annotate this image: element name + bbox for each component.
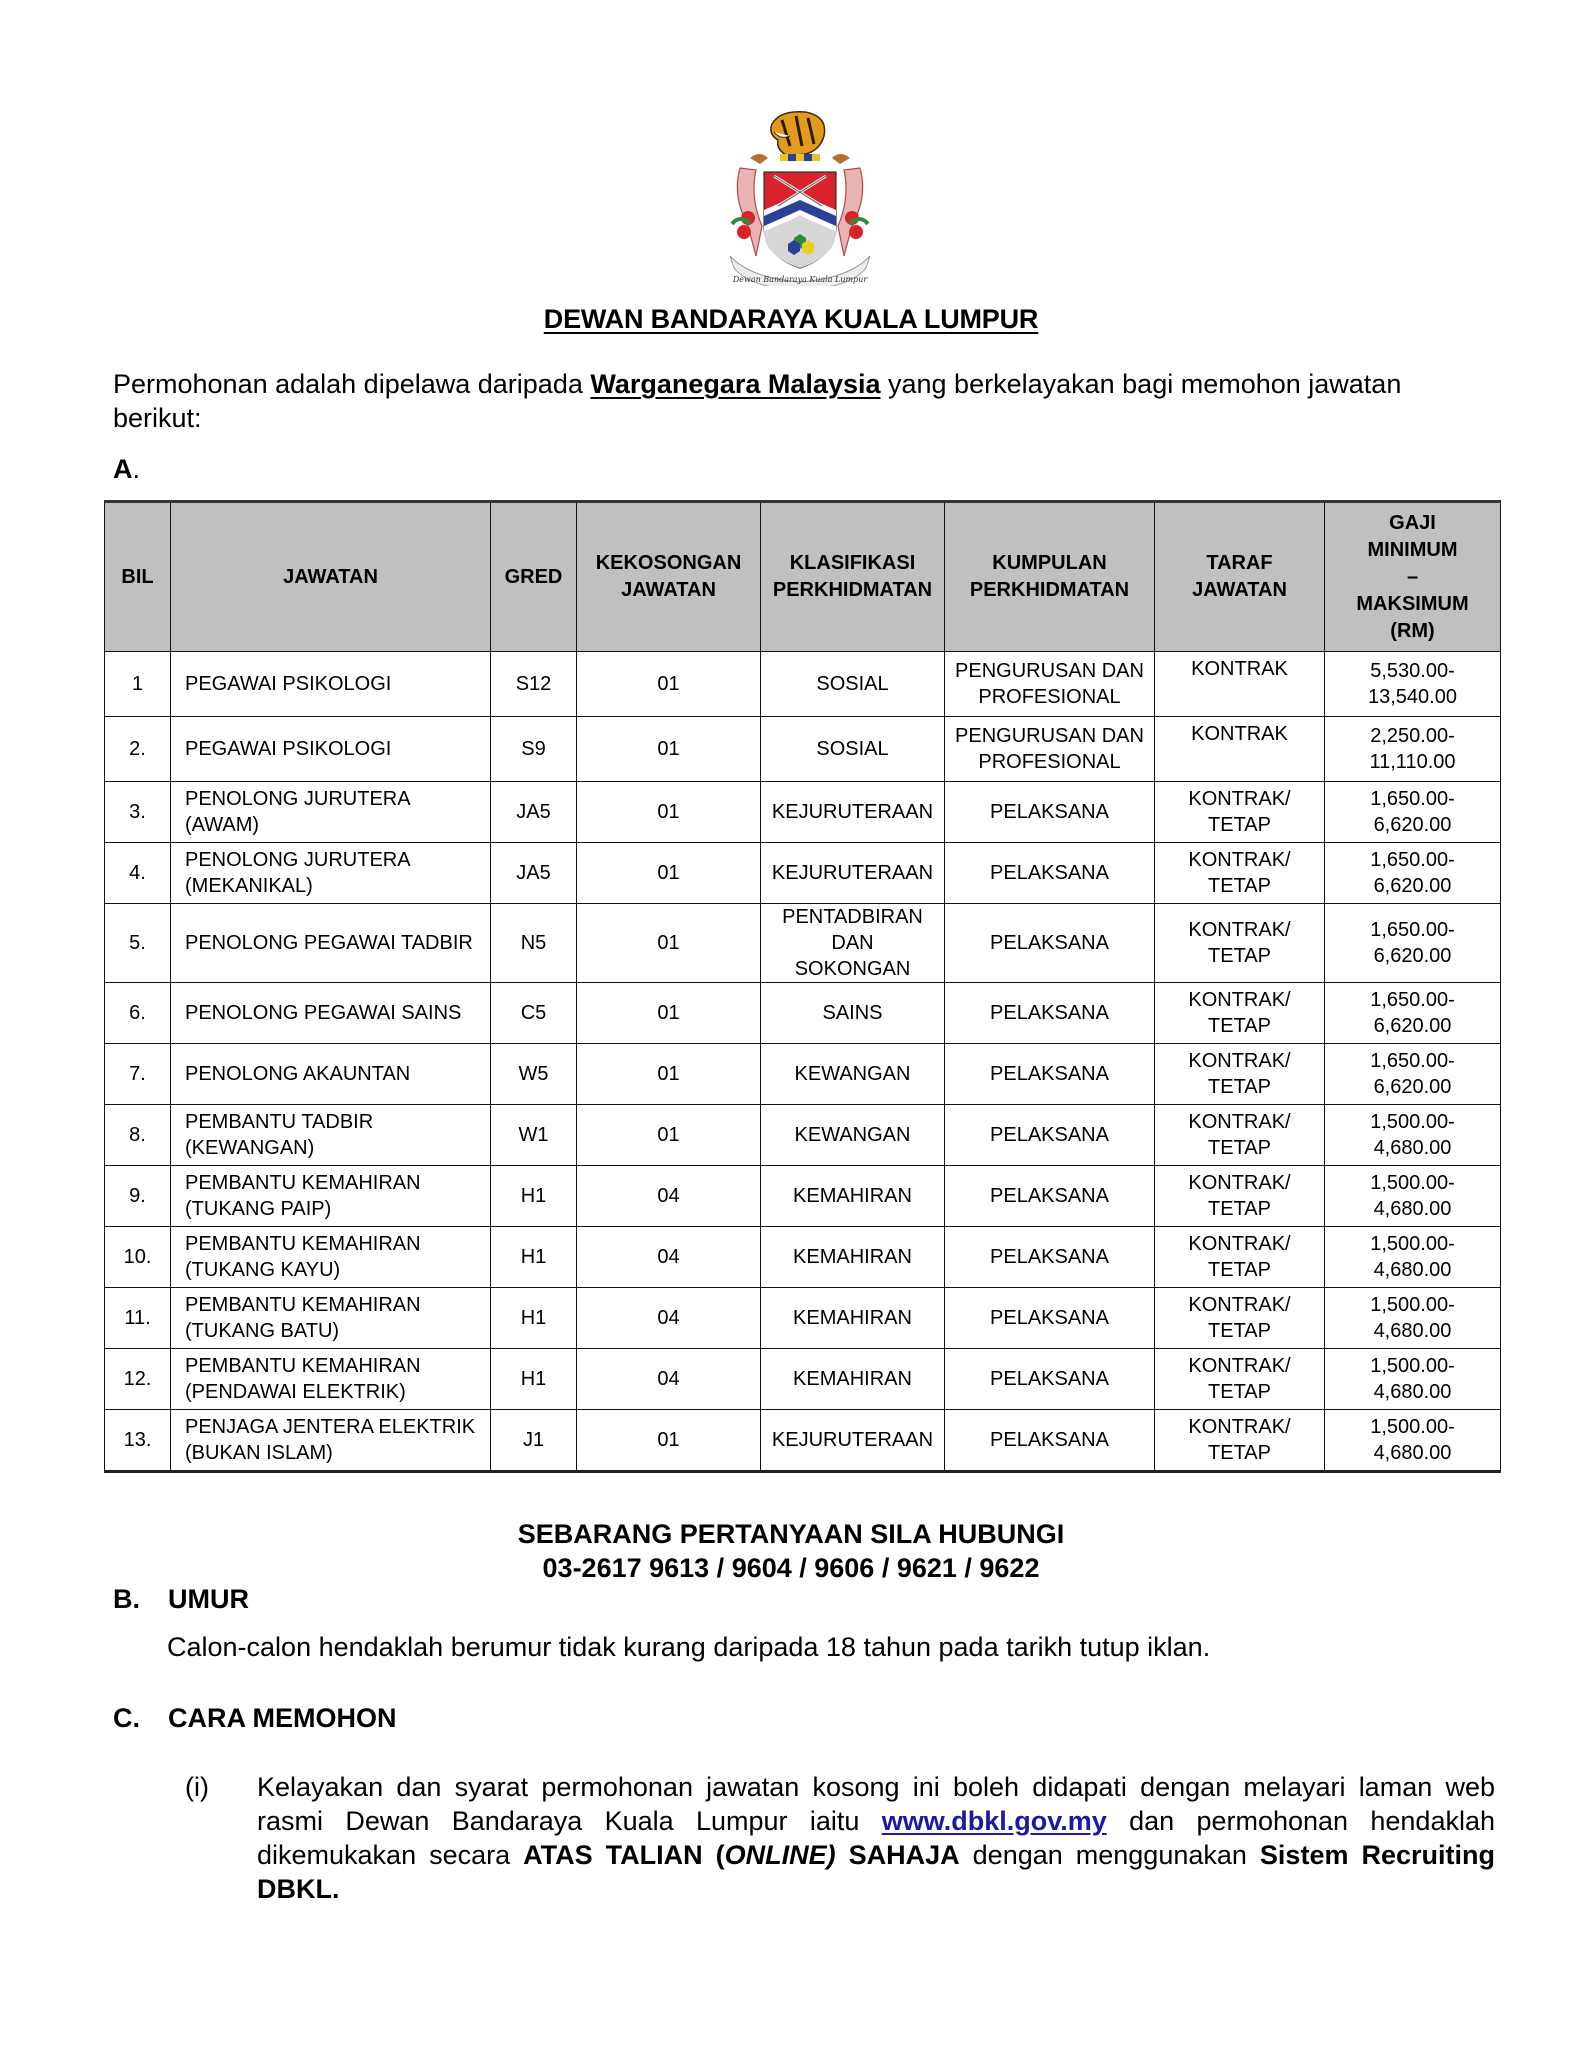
cell-jawatan: PENOLONG PEGAWAI TADBIR <box>171 904 491 983</box>
cell-gred: H1 <box>491 1288 577 1349</box>
cell-kekosongan: 01 <box>577 782 761 843</box>
item-number: (i) <box>185 1772 209 1802</box>
cell-gred: W1 <box>491 1105 577 1166</box>
cell-jawatan: PENJAGA JENTERA ELEKTRIK (BUKAN ISLAM) <box>171 1410 491 1472</box>
cell-bil: 13. <box>105 1410 171 1472</box>
cell-kekosongan: 01 <box>577 983 761 1044</box>
cell-klasifikasi: KEWANGAN <box>761 1044 945 1105</box>
cell-klasifikasi: KEMAHIRAN <box>761 1227 945 1288</box>
age-requirement-text: Calon-calon hendaklah berumur tidak kurang daripada 18 tahun pada tarikh tutup iklan. <box>167 1632 1211 1662</box>
cell-taraf: KONTRAK/ TETAP <box>1155 782 1325 843</box>
cell-gaji: 1,500.00- 4,680.00 <box>1325 1410 1501 1472</box>
table-row <box>105 782 1501 843</box>
cell-gred: C5 <box>491 983 577 1044</box>
cell-kumpulan: PELAKSANA <box>945 1349 1155 1410</box>
dbkl-website-link[interactable]: www.dbkl.gov.my <box>881 1806 1107 1836</box>
cell-kekosongan: 04 <box>577 1227 761 1288</box>
cell-gaji: 1,650.00- 6,620.00 <box>1325 904 1501 983</box>
page-title: DEWAN BANDARAYA KUALA LUMPUR <box>543 304 1039 334</box>
cell-kekosongan: 01 <box>577 1410 761 1472</box>
cell-bil: 10. <box>105 1227 171 1288</box>
section-a-label: A. <box>113 454 141 484</box>
cell-jawatan: PENOLONG AKAUNTAN <box>171 1044 491 1105</box>
cell-jawatan: PENOLONG PEGAWAI SAINS <box>171 983 491 1044</box>
cell-jawatan: PEMBANTU KEMAHIRAN (TUKANG KAYU) <box>171 1227 491 1288</box>
cell-taraf: KONTRAK <box>1155 717 1325 782</box>
header-kumpulan: KUMPULAN PERKHIDMATAN <box>945 502 1155 652</box>
contact-heading: SEBARANG PERTANYAAN SILA HUBUNGI <box>517 1519 1065 1549</box>
table-row <box>105 843 1501 904</box>
table-row <box>105 904 1501 983</box>
table-row <box>105 652 1501 717</box>
cell-kumpulan: PENGURUSAN DAN PROFESIONAL <box>945 717 1155 782</box>
cell-klasifikasi: SOSIAL <box>761 717 945 782</box>
cell-taraf: KONTRAK/ TETAP <box>1155 1227 1325 1288</box>
cell-taraf: KONTRAK/ TETAP <box>1155 843 1325 904</box>
cell-bil: 9. <box>105 1166 171 1227</box>
cell-jawatan: PEGAWAI PSIKOLOGI <box>171 652 491 717</box>
cell-kekosongan: 01 <box>577 1105 761 1166</box>
intro-emphasis: Warganegara Malaysia <box>590 369 881 399</box>
cell-gaji: 1,500.00- 4,680.00 <box>1325 1105 1501 1166</box>
cell-kekosongan: 01 <box>577 843 761 904</box>
intro-paragraph <box>113 367 1493 435</box>
cell-gred: S9 <box>491 717 577 782</box>
cell-taraf: KONTRAK/ TETAP <box>1155 983 1325 1044</box>
cell-gred: W5 <box>491 1044 577 1105</box>
cell-taraf: KONTRAK <box>1155 652 1325 717</box>
cell-klasifikasi: KEMAHIRAN <box>761 1166 945 1227</box>
cell-gaji: 2,250.00- 11,110.00 <box>1325 717 1501 782</box>
cell-kekosongan: 04 <box>577 1166 761 1227</box>
cell-bil: 4. <box>105 843 171 904</box>
cell-klasifikasi: KEJURUTERAAN <box>761 843 945 904</box>
cell-kekosongan: 01 <box>577 1044 761 1105</box>
cell-bil: 2. <box>105 717 171 782</box>
cell-gred: JA5 <box>491 782 577 843</box>
cell-gaji: 1,500.00- 4,680.00 <box>1325 1166 1501 1227</box>
cell-jawatan: PEMBANTU KEMAHIRAN (PENDAWAI ELEKTRIK) <box>171 1349 491 1410</box>
dbkl-coat-of-arms-icon <box>710 106 890 286</box>
cell-kumpulan: PENGURUSAN DAN PROFESIONAL <box>945 652 1155 717</box>
cell-kekosongan: 04 <box>577 1288 761 1349</box>
cell-bil: 1 <box>105 652 171 717</box>
table-row <box>105 717 1501 782</box>
cell-klasifikasi: KEWANGAN <box>761 1105 945 1166</box>
cell-klasifikasi: KEMAHIRAN <box>761 1349 945 1410</box>
cell-kumpulan: PELAKSANA <box>945 983 1155 1044</box>
cell-kekosongan: 04 <box>577 1349 761 1410</box>
header-gred: GRED <box>491 502 577 652</box>
cell-gred: JA5 <box>491 843 577 904</box>
contact-phone: 03-2617 9613 / 9604 / 9606 / 9621 / 9622 <box>542 1553 1040 1583</box>
cell-gred: N5 <box>491 904 577 983</box>
cell-taraf: KONTRAK/ TETAP <box>1155 1166 1325 1227</box>
vacancy-table <box>104 500 1501 1473</box>
intro-text-before: Permohonan adalah dipelawa daripada <box>113 369 591 399</box>
cell-gaji: 1,500.00- 4,680.00 <box>1325 1288 1501 1349</box>
cell-jawatan: PENOLONG JURUTERA (MEKANIKAL) <box>171 843 491 904</box>
cell-klasifikasi: KEJURUTERAAN <box>761 1410 945 1472</box>
cell-klasifikasi: SAINS <box>761 983 945 1044</box>
cell-gaji: 1,500.00- 4,680.00 <box>1325 1349 1501 1410</box>
cell-kumpulan: PELAKSANA <box>945 904 1155 983</box>
cell-bil: 5. <box>105 904 171 983</box>
header-klasifikasi: KLASIFIKASI PERKHIDMATAN <box>761 502 945 652</box>
cell-gred: J1 <box>491 1410 577 1472</box>
cell-taraf: KONTRAK/ TETAP <box>1155 1410 1325 1472</box>
cell-bil: 6. <box>105 983 171 1044</box>
cell-kekosongan: 01 <box>577 717 761 782</box>
cell-bil: 11. <box>105 1288 171 1349</box>
cell-kumpulan: PELAKSANA <box>945 1288 1155 1349</box>
cell-kumpulan: PELAKSANA <box>945 843 1155 904</box>
cell-gaji: 1,650.00- 6,620.00 <box>1325 983 1501 1044</box>
cell-bil: 8. <box>105 1105 171 1166</box>
cell-taraf: KONTRAK/ TETAP <box>1155 1105 1325 1166</box>
table-header-row <box>105 502 1501 652</box>
header-gaji: GAJI MINIMUM – MAKSIMUM (RM) <box>1325 502 1501 652</box>
section-c-heading: C. CARA MEMOHON <box>113 1703 397 1733</box>
cell-gaji: 1,650.00- 6,620.00 <box>1325 1044 1501 1105</box>
cell-kumpulan: PELAKSANA <box>945 1410 1155 1472</box>
cell-taraf: KONTRAK/ TETAP <box>1155 1349 1325 1410</box>
cell-bil: 7. <box>105 1044 171 1105</box>
cell-gaji: 1,500.00- 4,680.00 <box>1325 1227 1501 1288</box>
table-row <box>105 1044 1501 1105</box>
cell-jawatan: PENOLONG JURUTERA (AWAM) <box>171 782 491 843</box>
intro-text-after: yang berkelayakan bagi memohon jawatan berikut: <box>113 369 1402 433</box>
cell-taraf: KONTRAK/ TETAP <box>1155 904 1325 983</box>
header-kekosongan: KEKOSONGAN JAWATAN <box>577 502 761 652</box>
table-row <box>105 1166 1501 1227</box>
cell-bil: 12. <box>105 1349 171 1410</box>
table-row <box>105 983 1501 1044</box>
cell-gred: H1 <box>491 1349 577 1410</box>
table-row <box>105 1349 1501 1410</box>
table-row <box>105 1227 1501 1288</box>
contact-info <box>0 1517 1582 1585</box>
item-body: Kelayakan dan syarat permohonan jawatan kosong ini boleh didapati dengan melayari laman web rasmi Dewan Bandaraya Kuala Lumpur iaitu www.dbkl.gov.my dan permohonan hendaklah dikemukakan secara ATAS TALIAN (ONLINE) SAHAJA dengan menggunakan Sistem Recruiting DBKL. <box>257 1772 1495 1904</box>
cell-kumpulan: PELAKSANA <box>945 1105 1155 1166</box>
header-taraf: TARAF JAWATAN <box>1155 502 1325 652</box>
cell-kekosongan: 01 <box>577 904 761 983</box>
cell-klasifikasi: SOSIAL <box>761 652 945 717</box>
cell-kumpulan: PELAKSANA <box>945 782 1155 843</box>
dbkl-logo <box>710 106 890 286</box>
cell-jawatan: PEGAWAI PSIKOLOGI <box>171 717 491 782</box>
cell-klasifikasi: PENTADBIRAN DAN SOKONGAN <box>761 904 945 983</box>
cell-gaji: 5,530.00- 13,540.00 <box>1325 652 1501 717</box>
section-b-heading: B. UMUR <box>113 1584 249 1614</box>
cell-jawatan: PEMBANTU TADBIR (KEWANGAN) <box>171 1105 491 1166</box>
cell-kekosongan: 01 <box>577 652 761 717</box>
table-row <box>105 1105 1501 1166</box>
table-row <box>105 1410 1501 1472</box>
cell-bil: 3. <box>105 782 171 843</box>
cell-jawatan: PEMBANTU KEMAHIRAN (TUKANG BATU) <box>171 1288 491 1349</box>
table-row <box>105 1288 1501 1349</box>
cell-gaji: 1,650.00- 6,620.00 <box>1325 843 1501 904</box>
svg-text:Dewan Bandaraya Kuala Lumpur: Dewan Bandaraya Kuala Lumpur <box>732 275 868 284</box>
header-jawatan: JAWATAN <box>171 502 491 652</box>
cell-gred: H1 <box>491 1166 577 1227</box>
header-bil: BIL <box>105 502 171 652</box>
cell-kumpulan: PELAKSANA <box>945 1166 1155 1227</box>
cell-gred: H1 <box>491 1227 577 1288</box>
cell-kumpulan: PELAKSANA <box>945 1227 1155 1288</box>
cell-klasifikasi: KEMAHIRAN <box>761 1288 945 1349</box>
cell-taraf: KONTRAK/ TETAP <box>1155 1288 1325 1349</box>
cell-jawatan: PEMBANTU KEMAHIRAN (TUKANG PAIP) <box>171 1166 491 1227</box>
cell-taraf: KONTRAK/ TETAP <box>1155 1044 1325 1105</box>
cell-gaji: 1,650.00- 6,620.00 <box>1325 782 1501 843</box>
cell-klasifikasi: KEJURUTERAAN <box>761 782 945 843</box>
cell-kumpulan: PELAKSANA <box>945 1044 1155 1105</box>
cell-gred: S12 <box>491 652 577 717</box>
